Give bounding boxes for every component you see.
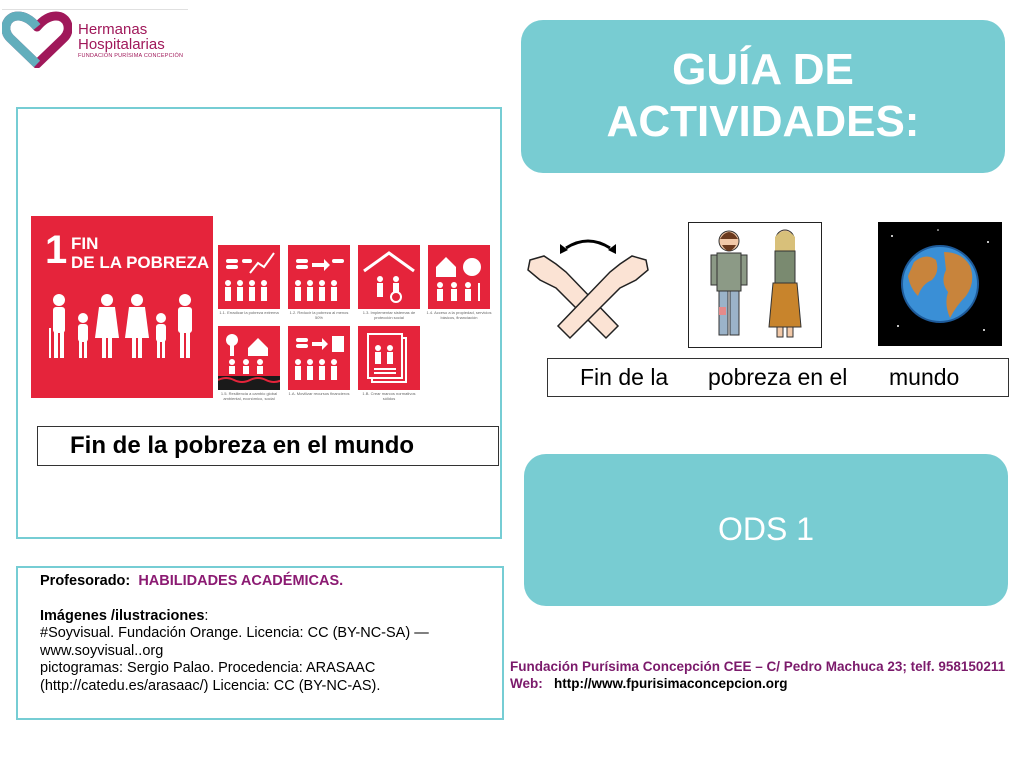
sdg-1-main-tile (31, 216, 213, 398)
contact-info (510, 658, 1005, 692)
credits-box (16, 566, 504, 720)
policy-frameworks-icon (358, 326, 420, 390)
picto-caption-box (547, 358, 1009, 397)
logo-name-line1: Hermanas (78, 21, 148, 38)
poor-people-icon (689, 223, 821, 347)
credits-line4: (http://catedu.es/arasaac/) Licencia: CC (BY-NC-AS). (40, 677, 381, 694)
web-label: Web: (510, 676, 543, 691)
picto-world (878, 222, 1002, 346)
sdg-target-tile-1-5 (218, 326, 280, 390)
title-line2: ACTIVIDADES: (606, 97, 920, 146)
sdg-caption-box: Fin de la pobreza en el mundo (37, 426, 499, 466)
picto-poor-people (688, 222, 822, 348)
sdg-target-caption-1-1: 1.1. Erradicar la pobreza extrema (219, 310, 279, 315)
ods-card: ODS 1 (524, 454, 1008, 606)
images-colon: : (204, 607, 209, 624)
resilience-icon (218, 326, 280, 390)
title-line1: GUÍA DE (672, 45, 854, 94)
picto-caption-word3: mundo (889, 364, 960, 390)
sdg-target-tile-1-a (288, 326, 350, 390)
picto-caption-word2: pobreza en el (708, 364, 848, 390)
contact-web-line (510, 675, 1005, 692)
sdg-target-tile-1-2 (288, 245, 350, 309)
teacher-line (40, 573, 502, 591)
crossed-arms-icon (526, 226, 650, 342)
sdg-tile-number: 1 (45, 228, 68, 272)
logo-name-line2: Hospitalarias (78, 36, 165, 53)
sdg-tile-title-line2: DE LA POBREZA (71, 253, 210, 272)
sdg-target-caption-1-3: 1.3. Implementar sistemas de protección social (362, 310, 416, 320)
credits-line2: www.soyvisual..org (40, 642, 164, 659)
images-label: Imágenes /ilustraciones (40, 607, 205, 624)
sdg-target-caption-1-2: 1.2. Reducir la pobreza al menos 50% (289, 310, 349, 320)
logo-subtitle: FUNDACIÓN PURÍSIMA CONCEPCIÓN (78, 53, 184, 59)
family-icon (45, 292, 201, 360)
sdg-tile-title-line1: FIN (71, 234, 99, 253)
picto-caption-word1: Fin de la (580, 364, 669, 390)
social-protection-icon (358, 245, 420, 309)
images-heading (40, 608, 502, 626)
rising-chart-icon (218, 245, 280, 309)
mobilize-resources-icon (288, 326, 350, 390)
reduce-poverty-icon (288, 245, 350, 309)
property-access-icon (428, 245, 490, 309)
sdg-target-tile-1-b (358, 326, 420, 390)
credits-line1: #Soyvisual. Fundación Orange. Licencia: CC (BY-NC-SA) — (40, 625, 429, 641)
picto-crossed-arms (526, 226, 650, 342)
heart-logo-icon (2, 10, 72, 68)
sdg-target-caption-1-a: 1.A. Movilizar recursos financieros (288, 391, 350, 396)
teacher-label: Profesorado: (40, 573, 131, 589)
contact-address: Fundación Purísima Concepción CEE – C/ Pedro Machuca 23; telf. 958150211 (510, 659, 1006, 674)
teacher-value: HABILIDADES ACADÉMICAS. (138, 573, 344, 589)
sdg-target-caption-1-4: 1.4. Acceso a la propiedad, servicios básicos, financiación (426, 310, 492, 320)
title-card (521, 20, 1005, 173)
sdg-target-tile-1-1 (218, 245, 280, 309)
web-link[interactable]: http://www.fpurisimaconcepcion.org (554, 676, 788, 691)
sdg-target-caption-1-5: 1.5. Resiliencia a cambio global ambiental, económico, social (220, 391, 278, 401)
sdg-target-tile-1-3 (358, 245, 420, 309)
earth-icon (878, 222, 1002, 346)
credits-line3: pictogramas: Sergio Palao. Procedencia: ARASAAC (40, 660, 376, 676)
sdg-target-tile-1-4 (428, 245, 490, 309)
sdg-target-caption-1-b: 1.B. Crear marcos normativos sólidos (362, 391, 416, 401)
